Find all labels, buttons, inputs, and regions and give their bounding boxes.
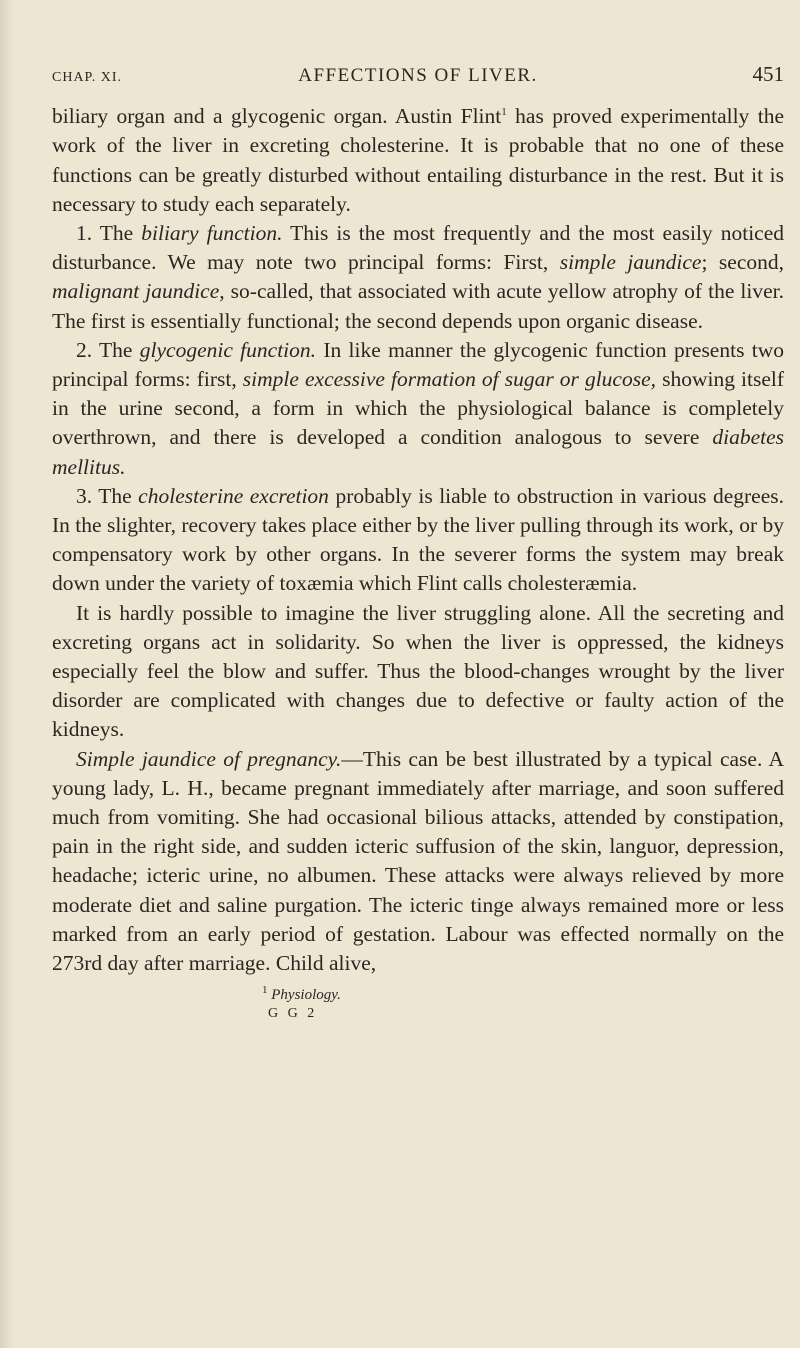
- body-paragraph: [52, 336, 784, 482]
- page-gutter-shadow: [0, 0, 14, 1348]
- body-paragraph: [52, 219, 784, 336]
- footnote-text: Physiology.: [271, 987, 341, 1004]
- footnote: [52, 984, 784, 1004]
- body-paragraph: [52, 482, 784, 599]
- paragraph-text: —This can be best illustrated by a typical case. A young lady, L. H., became pregnant immediately after marriage, and soon suffered much from vomiting. She had occasional bilious attacks, attended by constipation, pain in the right side, and sudden icteric suffusion of the skin, languor, depression, headache; icteric urine, no albumen. These attacks were always relieved by more moderate diet and saline purgation. The icteric tinge always remained more or less marked from an early period of gestation. Labour was effected normally on the 273rd day after marriage. Child alive,: [52, 746, 784, 976]
- body-paragraph: [52, 599, 784, 745]
- italic-text: malignant jaundice,: [52, 279, 225, 304]
- body-paragraph: [52, 745, 784, 979]
- italic-text: biliary function.: [141, 220, 283, 245]
- paragraph-text: This is the most frequently and the most easily noticed disturbance. We may note two principal forms: First,: [52, 220, 785, 275]
- paragraph-text: It is hardly possible to imagine the liver struggling alone. All the secreting and excreting organs act in solidarity. So when the liver is oppressed, the kidneys especially feel the blow and suffer. Thus the blood-changes wrought by the liver disorder are complicated with changes due to defective or faulty action of the kidneys.: [52, 600, 784, 742]
- paragraph-text: probably is liable to obstruction in various degrees. In the slighter, recovery takes place either by the liver pulling through its work, or by compensatory work by other organs. In the severer forms the system may break down under the variety of toxæmia which Flint calls cholesteræmia.: [52, 483, 784, 596]
- italic-text: Simple jaundice of pregnancy.: [76, 746, 342, 771]
- paragraph-text: has proved experimentally the work of the liver in excreting cholesterine. It is probable that no one of these functions can be greatly disturbed without entailing disturbance in the rest. But it is necessary to study each separately.: [52, 104, 784, 216]
- italic-text: simple jaundice: [559, 250, 702, 275]
- paragraph-text: 1. The: [76, 220, 142, 245]
- signature-mark: G G 2: [268, 1006, 318, 1022]
- paragraph-text: 3. The: [76, 483, 139, 508]
- paragraph-text: biliary organ and a glycogenic organ. Austin Flint: [52, 104, 502, 129]
- paragraph-text: In like manner the glycogenic function presents two principal forms: first,: [52, 337, 784, 391]
- chapter-label: CHAP. XI.: [52, 70, 123, 85]
- paragraph-text: 2. The: [76, 337, 140, 362]
- paragraph-text: so-called, that associated with acute yellow atrophy of the liver. The first is essentially functional; the second depends upon organic disease.: [52, 279, 784, 333]
- italic-text: diabetes mellitus.: [52, 425, 784, 479]
- book-page: [52, 62, 784, 1022]
- body-paragraph: [52, 98, 784, 219]
- page-number: 451: [752, 62, 784, 86]
- paragraph-text: ; second,: [701, 250, 784, 275]
- paragraph-text: showing itself in the urine second, a form in which the physiological balance is completely overthrown, and there is developed a condition analogous to severe: [52, 366, 784, 450]
- page-body: [52, 98, 784, 978]
- italic-text: glycogenic function.: [139, 337, 317, 362]
- italic-text: simple excessive formation of sugar or glucose,: [242, 366, 656, 391]
- italic-text: cholesterine excretion: [138, 483, 329, 508]
- footnote-ref: 1: [501, 106, 507, 118]
- running-header: [52, 62, 784, 92]
- running-title: AFFECTIONS OF LIVER.: [298, 65, 538, 86]
- footnote-marker: 1: [262, 984, 268, 997]
